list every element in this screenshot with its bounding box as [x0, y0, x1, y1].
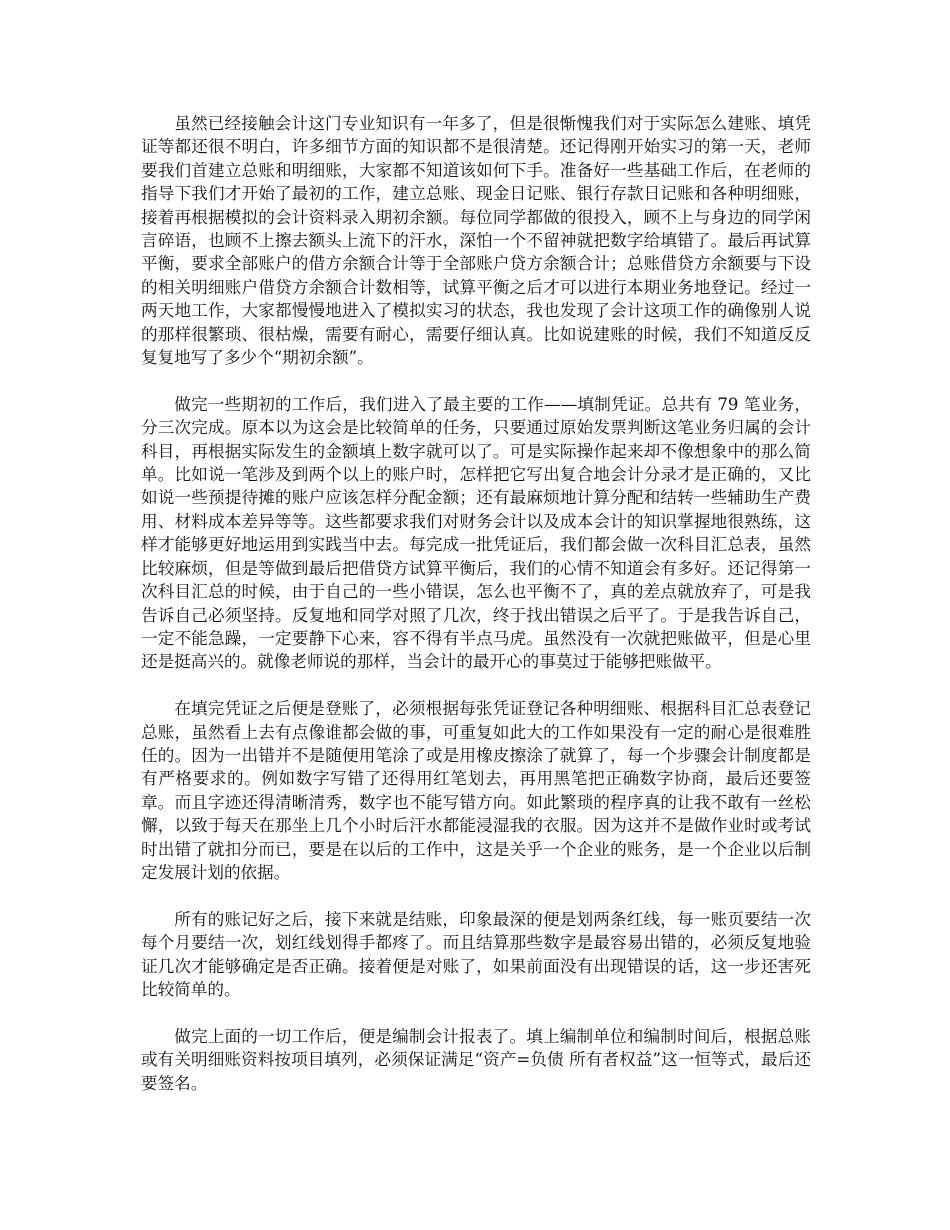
- paragraph-1: 虽然已经接触会计这门专业知识有一年多了，但是很惭愧我们对于实际怎么建账、填凭证等都还很不明白，许多细节方面的知识都不是很清楚。还记得刚开始实习的第一天，老师要我们首建立总账和明细账，大家都不知道该如何下手。准备好一些基础工作后，在老师的指导下我们才开始了最初的工作，建立总账、现金日记账、银行存款日记账和各种明细账，接着再根据模拟的会计资料录入期初余额。每位同学都做的很投入，顾不上与身边的同学闲言碎语，也顾不上擦去额头上流下的汗水，深怕一个不留神就把数字给填错了。最后再试算平衡，要求全部账户的借方余额合计等于全部账户贷方余额合计；总账借贷方余额要与下设的相关明细账户借贷方余额合计数相等，试算平衡之后才可以进行本期业务地登记。经过一两天地工作，大家都慢慢地进入了模拟实习的状态，我也发现了会计这项工作的确像别人说的那样很繁琐、很枯燥，需要有耐心，需要仔细认真。比如说建账的时候，我们不知道反反复复地写了多少个“期初余额”。: [141, 114, 811, 368]
- paragraph-3: 在填完凭证之后便是登账了，必须根据每张凭证登记各种明细账、根据科目汇总表登记总账，虽然看上去有点像谁都会做的事，可重复如此大的工作如果没有一定的耐心是很难胜任的。因为一出错并不是随便用笔涂了或是用橡皮擦涂了就算了，每一个步骤会计制度都是有严格要求的。例如数字写错了还得用红笔划去，再用黑笔把正确数字协商，最后还要签章。而且字迹还得清晰清秀，数字也不能写错方向。如此繁琐的程序真的让我不敢有一丝松懈，以致于每天在那坐上几个小时后汗水都能浸湿我的衣服。因为这并不是做作业时或考试时出错了就扣分而已，要是在以后的工作中，这是关乎一个企业的账务，是一个企业以后制定发展计划的依据。: [141, 699, 811, 882]
- paragraph-2: 做完一些期初的工作后，我们进入了最主要的工作——填制凭证。总共有 79 笔业务，分三次完成。原本以为这会是比较简单的任务，只要通过原始发票判断这笔业务归属的会计科目，再根据实际发生的金额填上数字就可以了。可是实际操作起来却不像想象中的那么简单。比如说一笔涉及到两个以上的账户时，怎样把它写出复合地会计分录才是正确的，又比如说一些预提待摊的账户应该怎样分配金额；还有最麻烦地计算分配和结转一些辅助生产费用、材料成本差异等等。这些都要求我们对财务会计以及成本会计的知识掌握地很熟练，这样才能够更好地运用到实践当中去。每完成一批凭证后，我们都会做一次科目汇总表，虽然比较麻烦，但是等做到最后把借贷方试算平衡后，我们的心情不知道会有多好。还记得第一次科目汇总的时候，由于自己的一些小错误，怎么也平衡不了，真的差点就放弃了，可是我告诉自己必须坚持。反复地和同学对照了几次，终于找出错误之后平了。于是我告诉自己，一定不能急躁，一定要静下心来，容不得有半点马虎。虽然没有一次就把账做平，但是心里还是挺高兴的。就像老师说的那样，当会计的最开心的事莫过于能够把账做平。: [141, 394, 811, 672]
- document-body: [141, 112, 811, 1095]
- paragraph-4: 所有的账记好之后，接下来就是结账，印象最深的便是划两条红线，每一账页要结一次每个月要结一次，划红线划得手都疼了。而且结算那些数字是最容易出错的，必须反复地验证几次才能够确定是否正确。接着便是对账了，如果前面没有出现错误的话，这一步还害死比较简单的。: [141, 909, 811, 999]
- paragraph-5: 做完上面的一切工作后，便是编制会计报表了。填上编制单位和编制时间后，根据总账或有关明细账资料按项目填列，必须保证满足“资产=负债 所有者权益”这一恒等式，最后还要签名。: [141, 1026, 811, 1093]
